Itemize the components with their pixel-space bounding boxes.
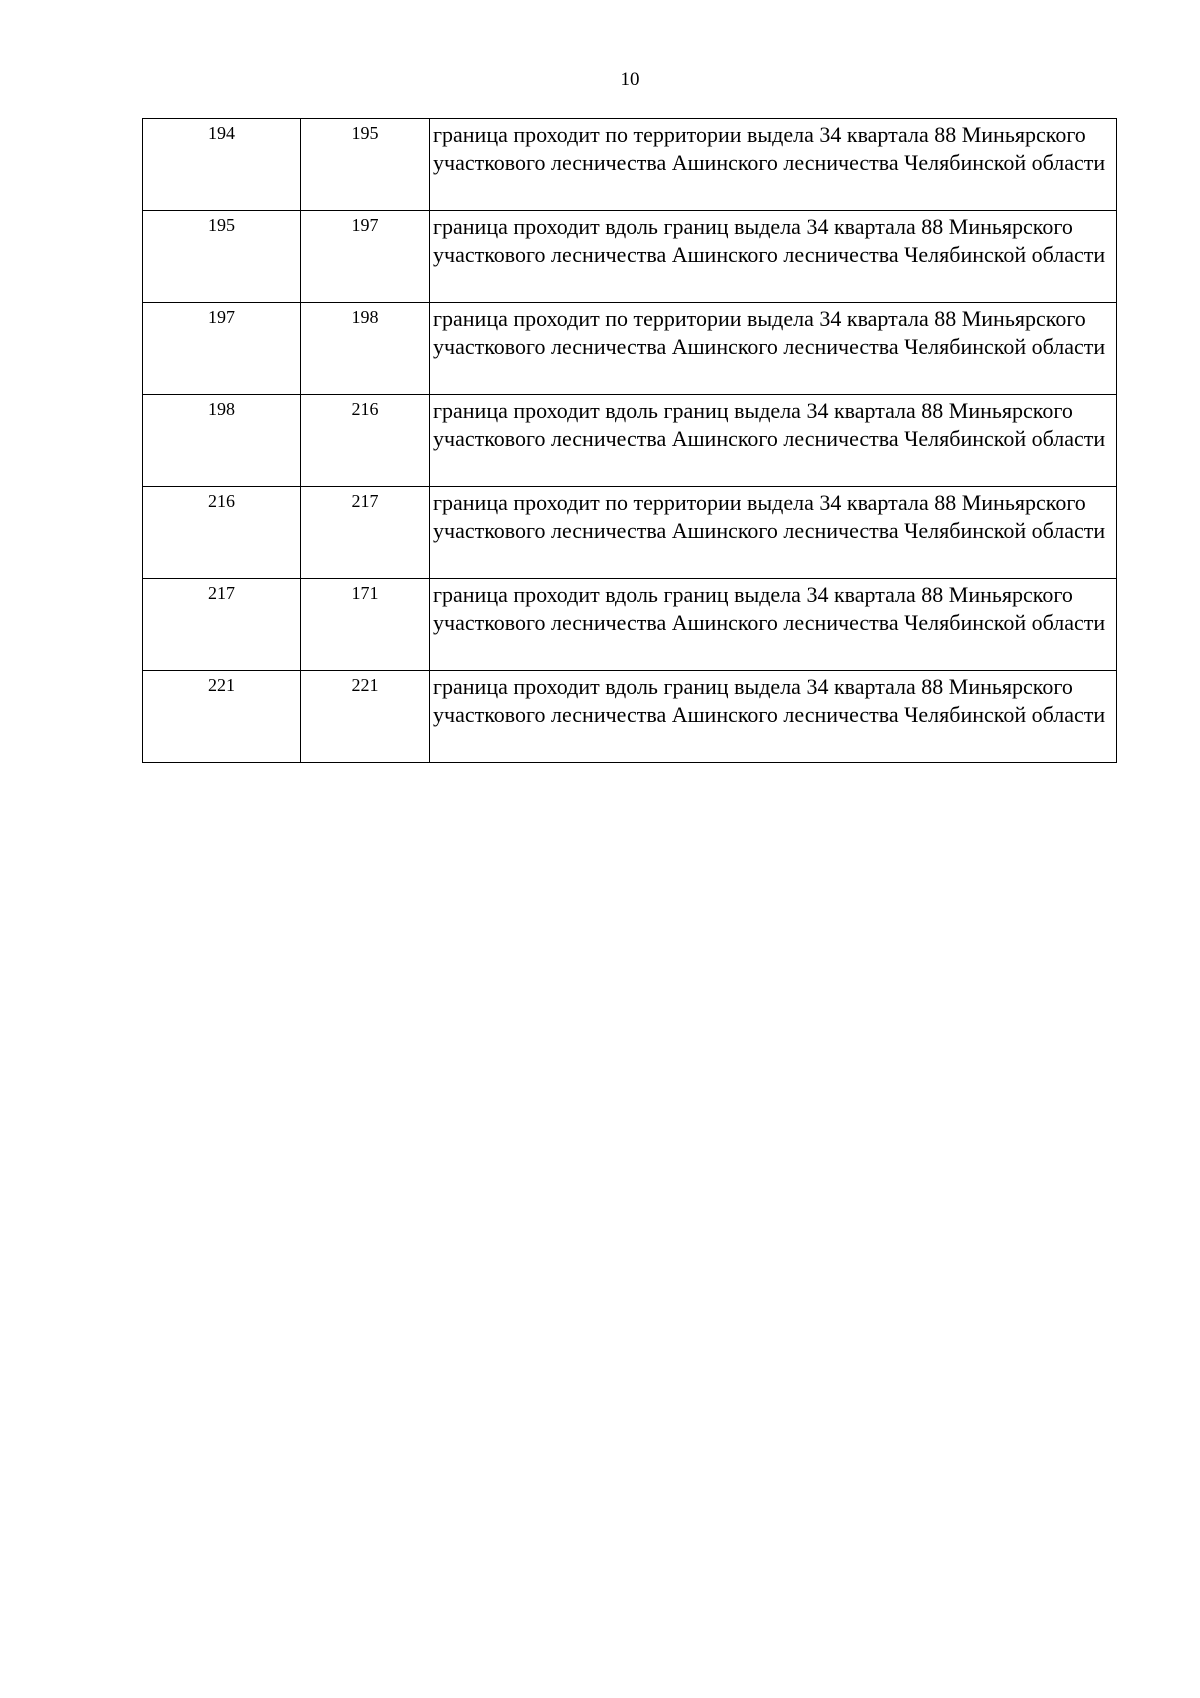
from-point-cell: 221 [143,671,301,763]
table-row [143,487,1117,579]
table-row [143,671,1117,763]
description-cell: граница проходит по территории выдела 34 квартала 88 Миньярского участкового лесничества Ашинского лесничества Челябинской области [430,119,1117,211]
table-row [143,119,1117,211]
boundary-table [142,118,1117,763]
description-cell: граница проходит вдоль границ выдела 34 квартала 88 Миньярского участкового лесничества Ашинского лесничества Челябинской области [430,671,1117,763]
to-point-cell: 197 [301,211,430,303]
to-point-cell: 198 [301,303,430,395]
table-row [143,579,1117,671]
to-point-cell: 221 [301,671,430,763]
to-point-cell: 171 [301,579,430,671]
from-point-cell: 217 [143,579,301,671]
description-cell: граница проходит вдоль границ выдела 34 квартала 88 Миньярского участкового лесничества Ашинского лесничества Челябинской области [430,579,1117,671]
to-point-cell: 195 [301,119,430,211]
from-point-cell: 194 [143,119,301,211]
to-point-cell: 216 [301,395,430,487]
description-cell: граница проходит по территории выдела 34 квартала 88 Миньярского участкового лесничества Ашинского лесничества Челябинской области [430,303,1117,395]
from-point-cell: 198 [143,395,301,487]
description-cell: граница проходит по территории выдела 34 квартала 88 Миньярского участкового лесничества Ашинского лесничества Челябинской области [430,487,1117,579]
from-point-cell: 216 [143,487,301,579]
to-point-cell: 217 [301,487,430,579]
description-cell: граница проходит вдоль границ выдела 34 квартала 88 Миньярского участкового лесничества Ашинского лесничества Челябинской области [430,395,1117,487]
table-row [143,395,1117,487]
from-point-cell: 195 [143,211,301,303]
description-cell: граница проходит вдоль границ выдела 34 квартала 88 Миньярского участкового лесничества Ашинского лесничества Челябинской области [430,211,1117,303]
table-row [143,303,1117,395]
table-row [143,211,1117,303]
page-number: 10 [620,69,640,90]
from-point-cell: 197 [143,303,301,395]
